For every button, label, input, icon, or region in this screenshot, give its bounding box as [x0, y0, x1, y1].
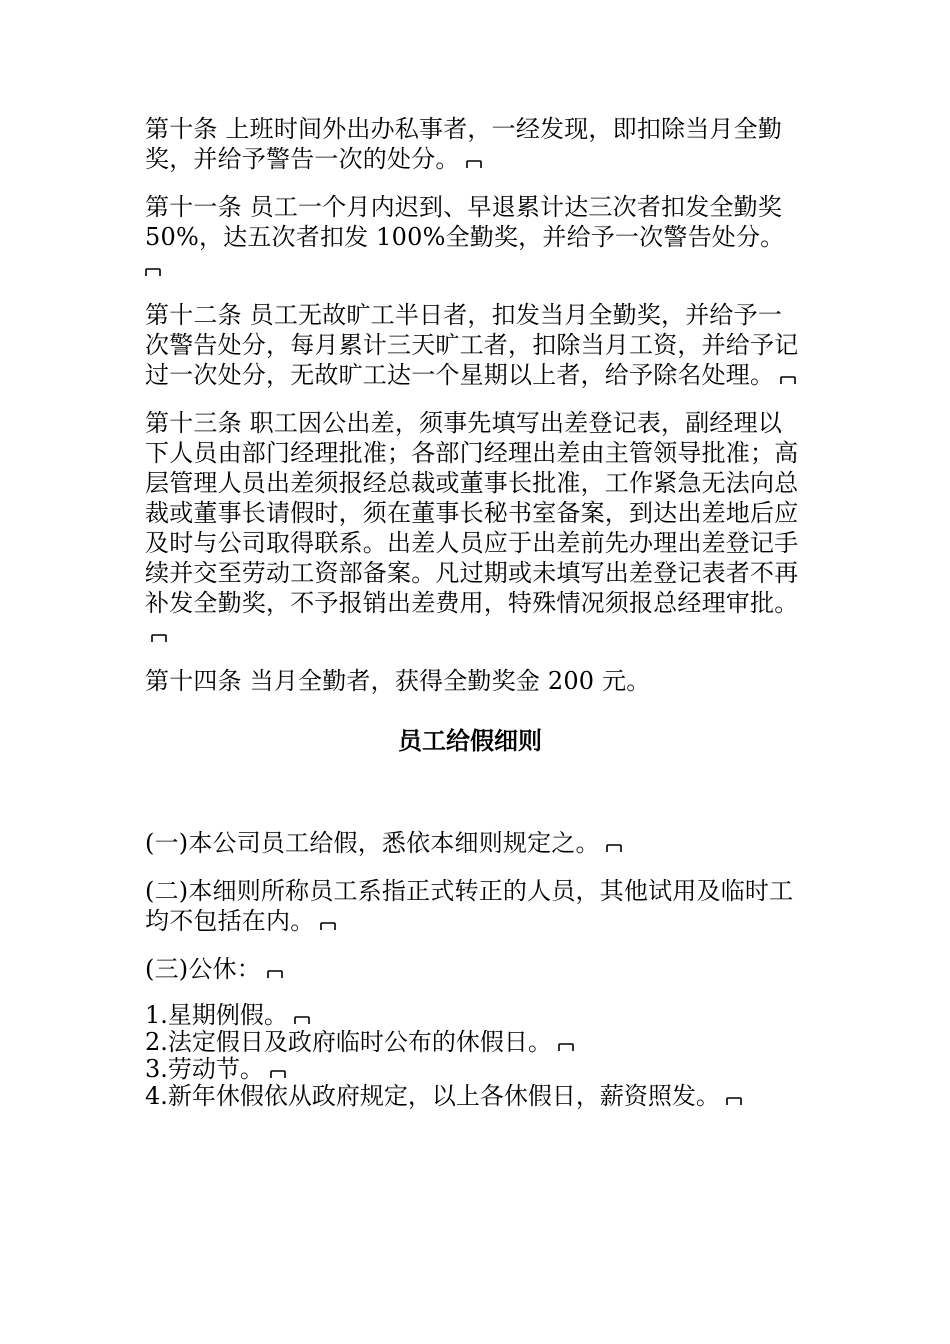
- holiday-item-1: [145, 1002, 805, 1029]
- holiday-item-4: [145, 1083, 805, 1110]
- paragraph-mark-icon: [267, 970, 283, 978]
- holiday-item-3: [145, 1056, 805, 1083]
- paragraph-mark-icon: [145, 268, 161, 276]
- rule-3-text: (三)公休：: [145, 955, 261, 983]
- paragraph-mark-icon: [466, 160, 482, 168]
- paragraph-mark-icon: [606, 844, 622, 852]
- paragraph-mark-icon: [780, 376, 796, 384]
- paragraph-mark-icon: [558, 1043, 574, 1051]
- document-body: [145, 114, 805, 1110]
- holiday-item-1-text: 1.星期例假。: [145, 1001, 288, 1029]
- article-10: [145, 114, 805, 174]
- article-12-text: 第十二条 员工无故旷工半日者，扣发当月全勤奖，并给予一次警告处分，每月累计三天旷工者，扣除当月工资，并给予记过一次处分，无故旷工达一个星期以上者，给予除名处理。: [145, 301, 799, 389]
- article-11-text: 第十一条 员工一个月内迟到、早退累计达三次者扣发全勤奖 50%，达五次者扣发 100%全勤奖，并给予一次警告处分。: [145, 193, 785, 251]
- article-12: [145, 300, 805, 390]
- paragraph-mark-icon: [726, 1097, 742, 1105]
- paragraph-mark-icon: [320, 922, 336, 930]
- article-10-text: 第十条 上班时间外出办私事者，一经发现，即扣除当月全勤奖，并给予警告一次的处分。: [145, 115, 783, 173]
- section-title: 员工给假细则: [398, 727, 542, 755]
- rule-2: [145, 876, 805, 936]
- paragraph-mark-icon: [151, 634, 167, 642]
- rule-1: [145, 828, 805, 858]
- rule-2-text: (二)本细则所称员工系指正式转正的人员，其他试用及临时工均不包括在内。: [145, 877, 794, 935]
- rule-1-text: (一)本公司员工给假，悉依本细则规定之。: [145, 829, 600, 857]
- article-13-text: 第十三条 职工因公出差，须事先填写出差登记表，副经理以下人员由部门经理批准；各部门经理出差由主管领导批准；高层管理人员出差须报经总裁或董事长批准，工作紧急无法向总裁或董事长请假时，须在董事长秘书室备案，到达出差地后应及时与公司取得联系。出差人员应于出差前先办理出差登记手续并交至劳动工资部备案。凡过期或未填写出差登记表者不再补发全勤奖，不予报销出差费用，特殊情况须报总经理审批。: [145, 409, 799, 617]
- rule-3: [145, 954, 805, 984]
- article-13: [145, 408, 805, 648]
- holiday-item-2: [145, 1029, 805, 1056]
- article-14-text: 第十四条 当月全勤者，获得全勤奖金 200 元。: [145, 667, 651, 695]
- article-14: [145, 666, 805, 696]
- article-11: [145, 192, 805, 282]
- paragraph-mark-icon: [294, 1016, 310, 1024]
- paragraph-mark-icon: [270, 1070, 286, 1078]
- holiday-item-2-text: 2.法定假日及政府临时公布的休假日。: [145, 1028, 552, 1056]
- holiday-item-4-text: 4.新年休假依从政府规定，以上各休假日，薪资照发。: [145, 1082, 720, 1110]
- holiday-item-3-text: 3.劳动节。: [145, 1055, 264, 1083]
